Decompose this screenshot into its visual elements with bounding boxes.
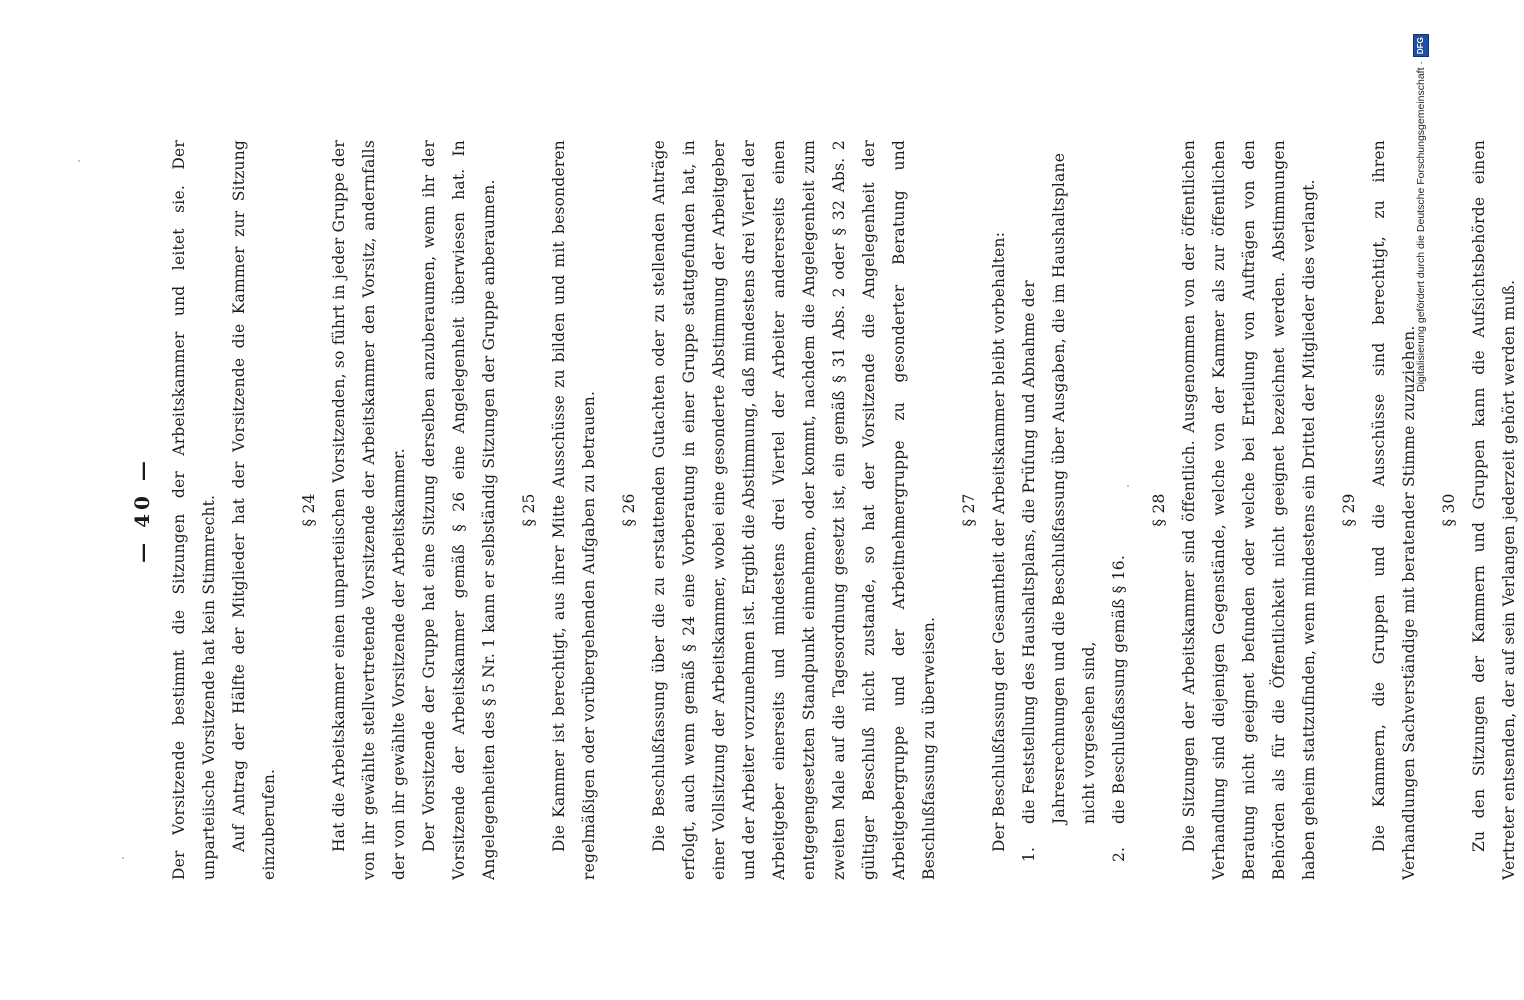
section-27-list bbox=[1014, 140, 1134, 880]
section-30-paragraph: Zu den Sitzungen der Kammern und Gruppen kann die Aufsichtsbehörde einen Vertreter entsenden, der auf sein Verlangen jederzeit gehört werden muß. bbox=[1470, 140, 1518, 880]
list-item-text: die Feststellung des Haushaltsplans, die Prüfung und Abnahme der Jahresrechnungen und die Beschlußfassung über Ausgaben, die im Haushaltsplane nicht vorgesehen sind, bbox=[1020, 152, 1098, 824]
section-25-heading: § 25 bbox=[520, 493, 538, 527]
section-28-paragraph: Die Sitzungen der Arbeitskammer sind öffentlich. Ausgenommen von der öffentlichen Verhandlung sind diejenigen Gegenstände, welche von der Kammer als zur öffentlichen Beratung nicht geeignet befunden oder welche bei Erteilung von Aufträgen von den Behörden als für die Öffentlichkeit nicht geeignet bezeichnet werden. Abstimmungen haben geheim stattzufinden, wenn mindestens ein Drittel der Mitglieder dies verlangt. bbox=[1180, 140, 1318, 880]
section-24-paragraph-2: Der Vorsitzende der Gruppe hat eine Sitzung derselben anzuberaumen, wenn ihr der Vorsitzende der Arbeitskammer gemäß § 26 eine Angelegenheit überwiesen hat. In Angelegenheiten des § 5 Nr. 1 kann er selbständig Sitzungen der Gruppe anberaumen. bbox=[420, 140, 498, 880]
section-27-intro: Der Beschlußfassung der Gesamtheit der Arbeitskammer bleibt vorbehalten: bbox=[990, 231, 1008, 852]
scan-speck bbox=[122, 857, 124, 859]
section-28-heading: § 28 bbox=[1150, 493, 1168, 527]
page-number-header: — 40 — bbox=[130, 457, 154, 563]
list-item-number: 2. bbox=[1110, 846, 1128, 862]
section-24-paragraph-1: Hat die Arbeitskammer einen unparteiischen Vorsitzenden, so führt in jeder Gruppe der von ihr gewählte stellvertretende Vorsitzende der Arbeitskammer den Vorsitz, andernfalls der von ihr gewählte Vorsitzende der Arbeitskammer. bbox=[330, 140, 408, 880]
digitization-stamp bbox=[1412, 12, 1430, 392]
scan-speck bbox=[1127, 485, 1129, 487]
section-25-paragraph: Die Kammer ist berechtigt, aus ihrer Mitte Ausschüsse zu bilden und mit besonderen regelmäßigen oder vorübergehenden Aufgaben zu betrauen. bbox=[550, 140, 598, 880]
section-30-heading: § 30 bbox=[1440, 493, 1458, 527]
list-item-text: die Beschlußfassung gemäß § 16. bbox=[1110, 555, 1128, 824]
section-26-heading: § 26 bbox=[620, 493, 638, 527]
section-24-heading: § 24 bbox=[300, 493, 318, 527]
intro-paragraph-2: Auf Antrag der Hälfte der Mitglieder hat der Vorsitzende die Kammer zur Sitzung einzuberufen. bbox=[230, 140, 278, 880]
section-26-paragraph: Die Beschlußfassung über die zu erstattenden Gutachten oder zu stellenden Anträge erfolgt, auch wenn gemäß § 24 eine Vorberatung in einer Gruppe stattgefunden hat, in einer Vollsitzung der Arbeitskammer, wobei eine gesonderte Abstimmung der Arbeitgeber und der Arbeiter vorzunehmen ist. Ergibt die Abstimmung, daß mindestens drei Viertel der Arbeitgeber einerseits und mindestens drei Viertel der Arbeiter andererseits einen entgegengesetzten Standpunkt einnehmen, oder kommt, nachdem die Angelegenheit zum zweiten Male auf die Tagesordnung gesetzt ist, ein gemäß § 31 Abs. 2 oder § 32 Abs. 2 gültiger Beschluß nicht zustande, so hat der Vorsitzende die Angelegenheit der Arbeitgebergruppe und der Arbeitnehmergruppe zu gesonderter Beratung und Beschlußfassung zu überweisen. bbox=[650, 140, 938, 880]
list-item-number: 1. bbox=[1020, 846, 1038, 862]
scan-speck bbox=[78, 160, 80, 162]
list-item bbox=[1104, 140, 1134, 880]
dfg-logo-icon: DFG bbox=[1413, 34, 1429, 57]
intro-paragraph-1: Der Vorsitzende bestimmt die Sitzungen der Arbeitskammer und leitet sie. Der unparteiische Vorsitzende hat kein Stimmrecht. bbox=[170, 140, 218, 880]
page-body bbox=[120, 128, 1524, 892]
section-27-heading: § 27 bbox=[960, 493, 978, 527]
section-29-heading: § 29 bbox=[1340, 493, 1358, 527]
list-item bbox=[1014, 140, 1104, 880]
digitization-stamp-text: Digitalisierung gefördert durch die Deutsche Forschungsgemeinschaft · bbox=[1415, 61, 1427, 392]
section-29-paragraph: Die Kammern, die Gruppen und die Ausschüsse sind berechtigt, zu ihren Verhandlungen Sachverständige mit beratender Stimme zuzuziehen. bbox=[1370, 140, 1418, 880]
